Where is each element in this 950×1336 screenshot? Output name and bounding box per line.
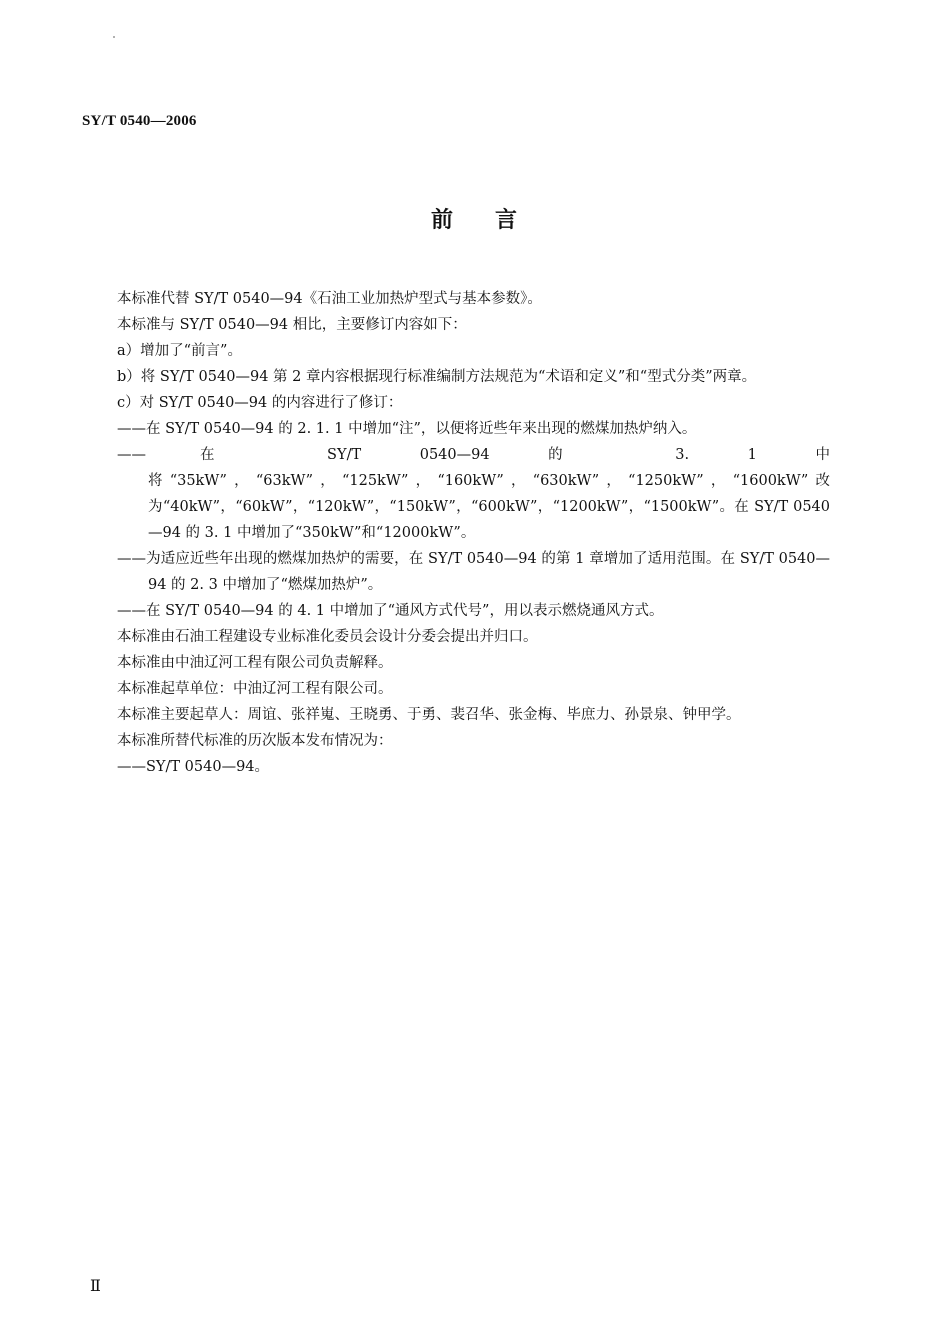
standard-code-header: SY/T 0540—2006 — [82, 113, 197, 129]
page-title-part-1: 前 — [430, 208, 455, 233]
paragraph: 本标准由中油辽河工程有限公司负责解释。 — [117, 655, 393, 671]
dash-list-item: ——在 SY/T 0540—94 的 4. 1 中增加了“通风方式代号”，用以表示燃烧通风方式。 — [117, 603, 664, 619]
foreword-body — [83, 286, 830, 780]
dash-list-item: ——为适应近些年出现的燃煤加热炉的需要，在 SY/T 0540—94 的第 1 章增加了适用范围。在 SY/T 0540—94 的 2. 3 中增加了“燃煤加热炉”。 — [117, 551, 830, 593]
paragraph: 本标准所替代标准的历次版本发布情况为： — [117, 733, 393, 749]
paragraph: 本标准主要起草人：周谊、张祥嵬、王晓勇、于勇、裴召华、张金梅、毕庶力、孙景泉、钟甲学。 — [117, 707, 741, 723]
dash-list-item: ——SY/T 0540—94。 — [117, 759, 270, 775]
page-number: Ⅱ — [90, 1278, 101, 1295]
dash-list-item: ——在 SY/T 0540—94 的 2. 1. 1 中增加“注”，以便将近些年来出现的燃煤加热炉纳入。 — [117, 421, 697, 437]
page-title-part-2: 言 — [495, 208, 520, 233]
dash-list-item: ——在 SY/T 0540—94 的 3. 1 中将“35kW”，“63kW”，“125kW”，“160kW”，“630kW”，“1250kW”，“1600kW”改为“40kW”，“60kW”，“120kW”，“150kW”，“600kW”，“1200kW”，“1500kW”。在 SY/T 0540—94 的 3. 1 中增加了“350kW”和“12000kW”。 — [117, 447, 830, 541]
paragraph: a）增加了“前言”。 — [117, 343, 242, 359]
paragraph: b）将 SY/T 0540—94 第 2 章内容根据现行标准编制方法规范为“术语和定义”和“型式分类”两章。 — [117, 369, 757, 385]
paragraph: c）对 SY/T 0540—94 的内容进行了修订： — [117, 395, 403, 411]
paragraph: 本标准由石油工程建设专业标准化委员会设计分委会提出并归口。 — [117, 629, 538, 645]
scan-artifact-dot — [113, 36, 115, 38]
paragraph: 本标准与 SY/T 0540—94 相比，主要修订内容如下： — [117, 317, 467, 333]
page-title — [0, 203, 950, 234]
paragraph: 本标准起草单位：中油辽河工程有限公司。 — [117, 681, 393, 697]
paragraph: 本标准代替 SY/T 0540—94《石油工业加热炉型式与基本参数》。 — [117, 291, 542, 307]
